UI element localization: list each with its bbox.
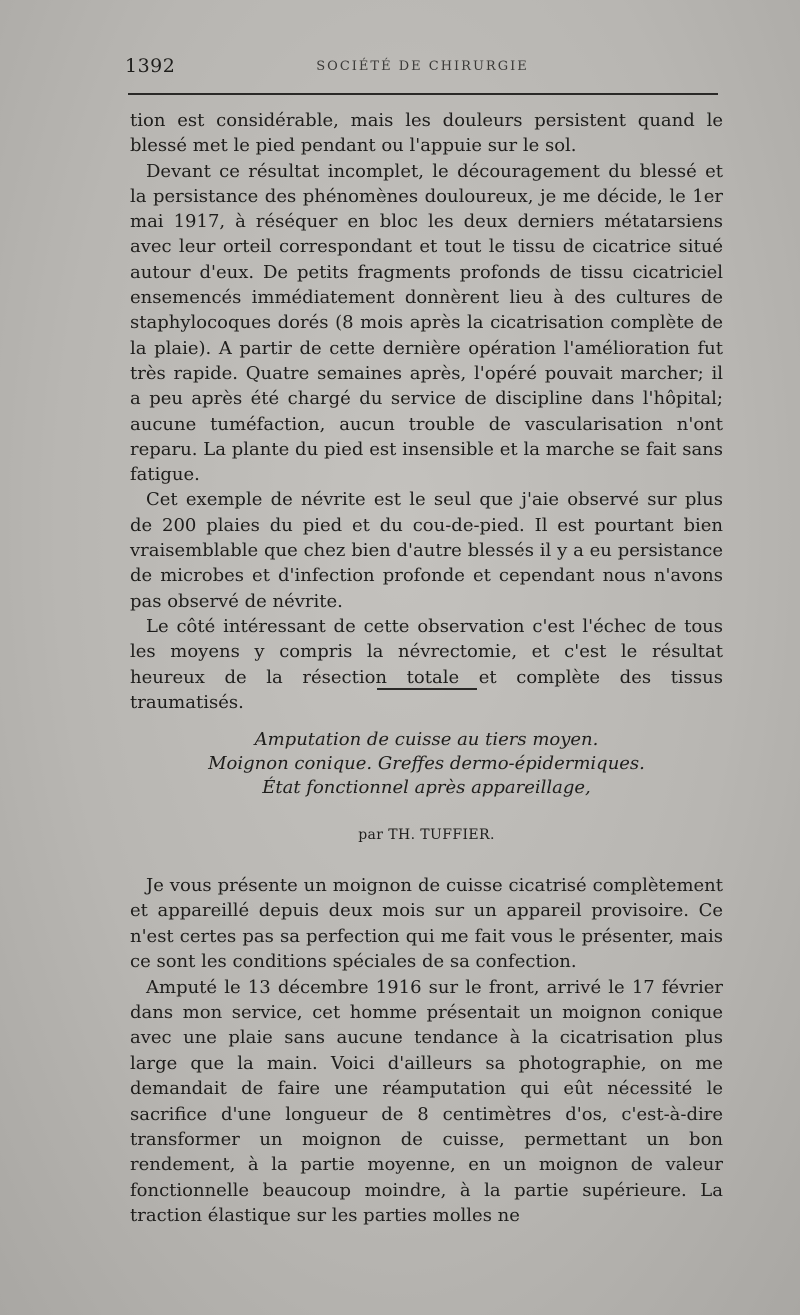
author-byline: par TH. TUFFIER. xyxy=(358,827,495,843)
page-header xyxy=(125,55,720,85)
paragraph: Cet exemple de névrite est le seul que j'aie observé sur plus de 200 plaies du pied et du cou-de-pied. Il est pourtant bien vraisemblable que chez bien d'autre blessés il y a eu persistance de microbes et d'infection profonde et cependant nous n'avons pas observé de névrite. xyxy=(130,489,723,612)
paragraph: Je vous présente un moignon de cuisse cicatrisé complètement et appareillé depuis deux mois sur un appareil provisoire. Ce n'est certes pas sa perfection qui me fait vous le présenter, mais ce sont les conditions spéciales de sa confection. xyxy=(130,875,723,973)
title-line: Amputation de cuisse au tiers moyen. xyxy=(254,729,599,750)
article-2-body xyxy=(130,873,723,1229)
header-rule xyxy=(128,93,718,95)
paragraph: Devant ce résultat incomplet, le découragement du blessé et la persistance des phénomènes douloureux, je me décide, le 1er mai 1917, à réséquer en bloc les deux derniers métatarsiens avec leur orteil correspondant et tout le tissu de cicatrice situé autour d'eux. De petits fragments profonds de tissu cicatriciel ensemencés immédiatement donnèrent lieu à des cultures de staphylocoques dorés (8 mois après la cicatrisation complète de la plaie). A partir de cette dernière opération l'amélioration fut très rapide. Quatre semaines après, l'opéré pouvait marcher; il a peu après été chargé du service de discipline dans l'hôpital; aucune tuméfaction, aucun trouble de vascularisation n'ont reparu. La plante du pied est insensible et la marche se fait sans fatigue. xyxy=(130,160,723,486)
paragraph: Amputé le 13 décembre 1916 sur le front, arrivé le 17 février dans mon service, cet homme présentait un moignon conique avec une plaie sans aucune tendance à la cicatrisation plus large que la main. Voici d'ailleurs sa photographie, on me demandait de faire une réamputation qui eût nécessité le sacrifice d'une longueur de 8 centimètres d'os, c'est-à-dire transformer un moignon de cuisse, permettant un bon rendement, à la partie moyenne, en un moignon de valeur fonctionnelle beaucoup moindre, à la partie supérieure. La traction élastique sur les parties molles ne xyxy=(130,976,723,1227)
article-2-title xyxy=(130,728,723,800)
running-head: SOCIÉTÉ DE CHIRURGIE xyxy=(316,59,529,74)
title-line: État fonctionnel après appareillage, xyxy=(262,777,591,798)
paragraph: tion est considérable, mais les douleurs persistent quand le blessé met le pied pendant ou l'appuie sur le sol. xyxy=(130,110,723,157)
paragraph: Le côté intéressant de cette observation c'est l'échec de tous les moyens y compris la névrectomie, et c'est le résultat heureux de la résection totale et complète des tissus traumatisés. xyxy=(130,615,723,713)
title-line: Moignon conique. Greffes dermo-épidermiques. xyxy=(208,753,645,774)
article-1-body xyxy=(130,108,723,715)
page-number: 1392 xyxy=(125,55,176,77)
section-separator xyxy=(377,688,477,690)
